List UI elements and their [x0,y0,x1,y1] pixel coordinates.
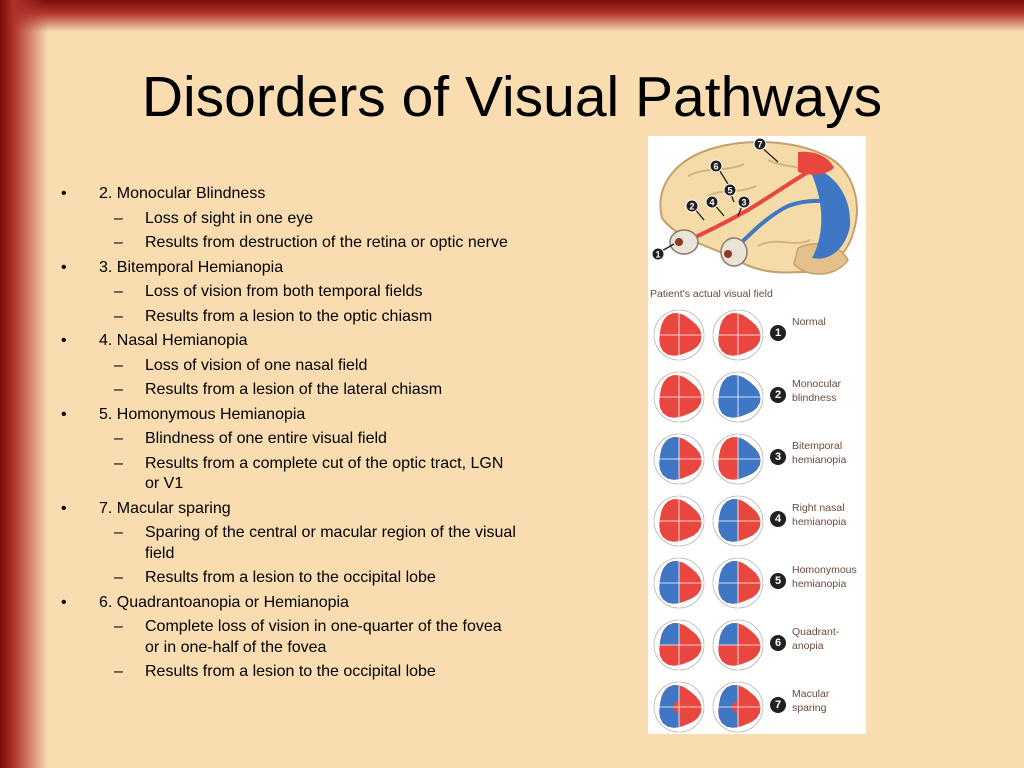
left-eye-iris-icon [675,238,683,246]
sub-bullet-text: Sparing of the central or macular region of the visual field [145,524,516,562]
svg-text:4: 4 [709,197,715,208]
sub-bullet-marker: – [114,430,123,447]
right-eye-visual-field [712,433,764,485]
row-label: Homonymous hemianopia [792,564,857,590]
row-number-badge: 7 [770,697,786,713]
right-eye-visual-field [712,557,764,609]
visual-pathways-figure [648,136,866,734]
visual-field-row [648,369,866,427]
row-label: Normal [792,316,826,328]
brain-marker-2 [686,200,698,212]
left-eye-visual-field [653,681,705,733]
bullet-heading [58,331,518,352]
bullet-heading [58,405,518,426]
right-eye-visual-field [712,371,764,423]
visual-field-row [648,679,866,737]
visual-field-pair [650,369,768,427]
sub-bullet-marker: – [114,381,123,398]
visual-cortex-red [798,152,834,175]
bullet-heading-text: 4. Nasal Hemianopia [99,332,248,349]
sub-bullet-item [58,523,518,564]
sub-bullet-item [58,568,518,589]
bullet-item [58,258,518,328]
bullet-heading-text: 2. Monocular Blindness [99,185,266,202]
slide-title: Disorders of Visual Pathways [141,65,883,129]
frame-top-border [0,0,1024,32]
sub-bullet-marker: – [114,454,123,472]
sub-bullet-item [58,233,518,254]
left-eye-icon [670,230,698,254]
visual-field-row [648,431,866,489]
brain-marker-5 [724,184,736,196]
svg-text:5: 5 [727,185,733,196]
sub-bullet-list [58,209,518,254]
visual-field-row [648,617,866,675]
sub-bullet-item [58,282,518,303]
bullet-heading-text: 6. Quadrantoanopia or Hemianopia [99,593,349,611]
brain-marker-1 [652,248,664,260]
row-number-badge: 4 [770,511,786,527]
visual-field-pair [650,679,768,737]
svg-text:3: 3 [741,197,747,208]
bullet-item [58,499,518,589]
svg-text:6: 6 [713,161,719,172]
sub-bullet-item [58,307,518,328]
bullet-heading [58,258,518,279]
sub-bullet-marker: – [114,234,123,251]
sub-bullet-text: Loss of vision of one nasal field [145,356,368,374]
sub-bullet-text: Results from a lesion to the optic chiasm [145,307,433,325]
left-eye-visual-field [653,495,705,547]
sub-bullet-text: Results from destruction of the retina or optic nerve [145,234,508,251]
visual-field-pair [650,555,768,613]
row-label: Monocular blindness [792,378,842,404]
visual-field-row [648,493,866,551]
bullet-heading-text: 5. Homonymous Hemianopia [99,405,306,423]
bullet-item [58,405,518,495]
right-eye-visual-field [712,619,764,671]
right-eye-visual-field [712,495,764,547]
sub-bullet-text: Results from a lesion to the occipital lobe [145,663,436,680]
right-eye-visual-field [712,681,764,733]
visual-field-caption: Patient's actual visual field [650,288,773,300]
bullet-item [58,593,518,683]
sub-bullet-list [58,356,518,401]
left-eye-visual-field [653,557,705,609]
sub-bullet-marker: – [114,307,123,325]
sub-bullet-item [58,454,518,495]
visual-field-row [648,555,866,613]
row-number-badge: 1 [770,325,786,341]
left-eye-visual-field [653,619,705,671]
sub-bullet-marker: – [114,618,123,635]
bullet-item [58,331,518,401]
row-number-badge: 5 [770,573,786,589]
visual-field-pair [650,307,768,365]
row-label: Macular sparing [792,688,830,714]
svg-text:7: 7 [757,139,763,150]
sub-bullet-marker: – [114,356,123,374]
svg-text:1: 1 [655,249,661,260]
visual-field-pair [650,493,768,551]
sub-bullet-list [58,429,518,495]
sub-bullet-item [58,356,518,377]
sub-bullet-text: Complete loss of vision in one-quarter of the fovea or in one-half of the fovea [145,618,502,656]
sub-bullet-marker: – [114,283,123,300]
visual-field-row [648,307,866,365]
bullet-item [58,184,518,254]
sub-bullet-list [58,617,518,683]
sub-bullet-list [58,282,518,327]
sub-bullet-text: Loss of sight in one eye [145,209,314,227]
sub-bullet-marker: – [114,209,123,227]
sub-bullet-text: Results from a lesion to the occipital lobe [145,569,436,586]
row-number-badge: 6 [770,635,786,651]
sub-bullet-list [58,523,518,589]
sub-bullet-item [58,209,518,230]
bullet-marker: • [61,185,67,202]
sub-bullet-marker: – [114,524,123,541]
sub-bullet-item [58,617,518,658]
right-eye-visual-field [712,309,764,361]
bullet-marker: • [61,499,67,517]
bullet-marker: • [61,593,67,611]
brain-marker-6 [710,160,722,172]
row-label: Quadrant-anopia [792,626,840,652]
left-eye-visual-field [653,433,705,485]
bullet-heading [58,499,518,520]
brain-marker-4 [706,196,718,208]
bullet-marker: • [61,258,67,276]
bullet-heading-text: 7. Macular sparing [99,499,231,517]
sub-bullet-item [58,662,518,683]
right-eye-iris-icon [724,250,732,258]
row-label: Bitemporal hemianopia [792,440,847,466]
left-eye-visual-field [653,371,705,423]
left-eye-visual-field [653,309,705,361]
visual-field-pair [650,617,768,675]
bullet-heading [58,184,518,205]
sub-bullet-text: Results from a lesion of the lateral chiasm [145,381,443,398]
row-label: Right nasal hemianopia [792,502,847,528]
sub-bullet-item [58,429,518,450]
sub-bullet-item [58,380,518,401]
bullet-marker: • [61,405,67,423]
sub-bullet-marker: – [114,663,123,680]
row-number-badge: 2 [770,387,786,403]
bullet-marker: • [61,332,67,349]
sub-bullet-text: Results from a complete cut of the optic tract, LGN or V1 [145,454,504,492]
row-number-badge: 3 [770,449,786,465]
brain-marker-7 [754,138,766,150]
svg-text:2: 2 [689,201,695,212]
sub-bullet-text: Blindness of one entire visual field [145,430,387,447]
bullet-heading [58,593,518,614]
visual-field-pair [650,431,768,489]
brain-marker-3 [738,196,750,208]
sub-bullet-marker: – [114,569,123,586]
bullet-heading-text: 3. Bitemporal Hemianopia [99,258,284,276]
bullet-list [58,184,518,687]
sub-bullet-text: Loss of vision from both temporal fields [145,283,423,300]
